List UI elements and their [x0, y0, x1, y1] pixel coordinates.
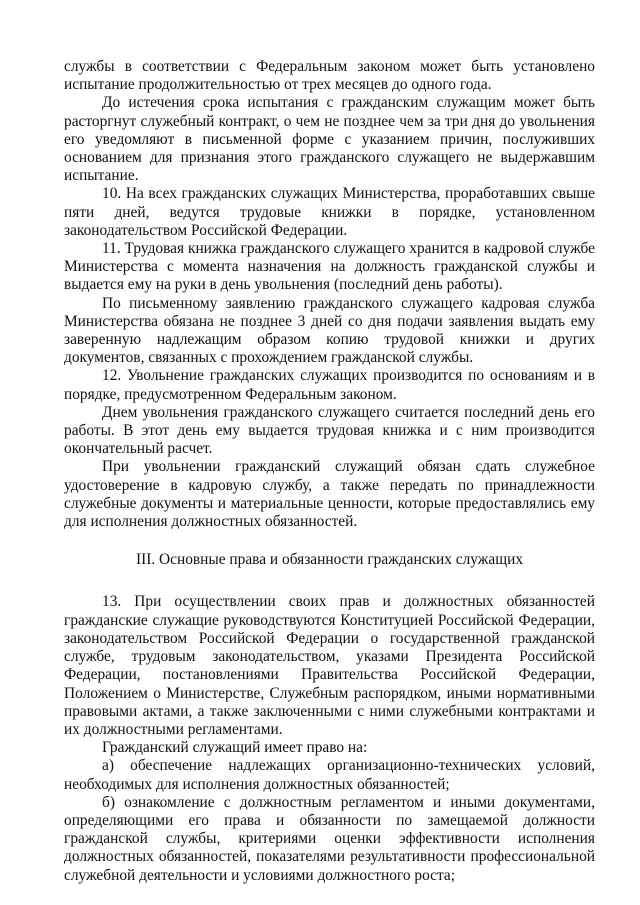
paragraph-probation-period: службы в соответствии с Федеральным законом может быть установлено испытание продолжительностью от трех месяцев до одного года. — [64, 58, 595, 94]
paragraph-rights-intro: Гражданский служащий имеет право на: — [102, 739, 368, 757]
paragraph-right-a: а) обеспечение надлежащих организационно-технических условий, необходимых для исполнения должностных обязанностей; — [64, 757, 595, 793]
paragraphs-before — [64, 58, 595, 531]
paragraph-item-11: 11. Трудовая книжка гражданского служащего хранится в кадровой службе Министерства с момента назначения на должность гражданской службы и выдается ему на руки в день увольнения (последний день работы). — [64, 240, 595, 294]
paragraph-right-b: б) ознакомление с должностным регламентом и иными документами, определяющими его права и обязанности по замещаемой должности гражданской службы, критериями оценки эффективности исполнения должностных обязанностей, показателями результативности профессиональной служебной деятельности и условиями должностного роста; — [64, 793, 595, 884]
paragraph-contract-termination: До истечения срока испытания с гражданским служащим может быть расторгнут служебный контракт, о чем не позднее чем за три дня до увольнения его уведомляют в письменной форме с указанием причин, послуживших основанием для признания этого гражданского служащего не выдержавшим испытание. — [64, 94, 595, 185]
paragraphs-after — [64, 593, 595, 884]
paragraph-item-12: 12. Увольнение гражданских служащих производится по основаниям и в порядке, предусмотренном Федеральным законом. — [64, 367, 595, 403]
paragraph-written-request: По письменному заявлению гражданского служащего кадровая служба Министерства обязана не позднее 3 дней со дня подачи заявления выдать ему заверенную надлежащим образом копию трудовой книжки и других документов, связанных с прохождением гражданской службы. — [64, 294, 595, 367]
paragraph-dismissal-day: Днем увольнения гражданского служащего считается последний день его работы. В этот день ему выдается трудовая книжка и с ним производится окончательный расчет. — [64, 403, 595, 458]
paragraph-return-documents: При увольнении гражданский служащий обязан сдать служебное удостоверение в кадровую службу, а также передать по принадлежности служебные документы и материальные ценности, которые предоставлялись ему для исполнения должностных обязанностей. — [64, 458, 595, 531]
section-heading: III. Основные права и обязанности гражданских служащих — [135, 551, 524, 569]
paragraph-item-10: 10. На всех гражданских служащих Министерства, проработавших свыше пяти дней, ведутся трудовые книжки в порядке, установленном законодательством Российской Федерации. — [64, 185, 595, 239]
paragraph-item-13: 13. При осуществлении своих прав и должностных обязанностей гражданские служащие руководствуются Конституцией Российской Федерации, законодательством Российской Федерации о государственной гражданской службе, трудовым законодательством, указами Президента Российской Федерации, постановлениями Правительства Российской Федерации, Положением о Министерстве, Служебным распорядком, иными нормативными правовыми актами, а также заключенными с ними служебными контрактами и их должностными регламентами. — [64, 593, 595, 738]
